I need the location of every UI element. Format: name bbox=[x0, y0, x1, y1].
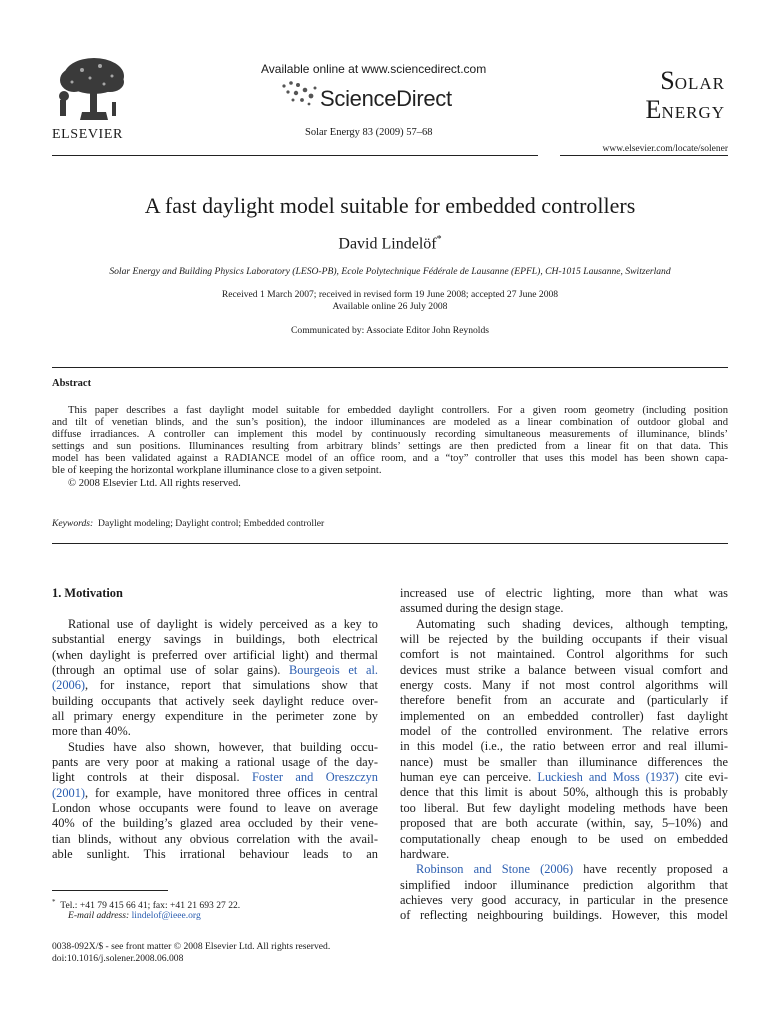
body-line: Robinson and Stone (2006) have recently proposed a bbox=[416, 862, 728, 877]
available-online-text: Available online at www.sciencedirect.com bbox=[261, 62, 487, 76]
body-line: London whose occupants were found to leave on average bbox=[52, 801, 378, 816]
author-line bbox=[0, 234, 768, 253]
journal-name-cap-1: S bbox=[660, 66, 675, 95]
citation-link-robinson[interactable]: Robinson and Stone (2006) bbox=[416, 862, 574, 877]
journal-citation: Solar Energy 83 (2009) 57–68 bbox=[305, 127, 433, 138]
section-heading: 1. Motivation bbox=[52, 586, 123, 600]
citation-link-foster[interactable]: Foster and Oreszczyn bbox=[252, 770, 378, 785]
communicated-by: Communicated by: Associate Editor John Reynolds bbox=[291, 325, 489, 336]
author-name: David Lindelöf bbox=[338, 235, 437, 253]
citation-link-foster-year[interactable]: (2001) bbox=[52, 785, 86, 800]
body-line: implemented on an embedded controller) fast daylight bbox=[400, 708, 728, 723]
journal-url[interactable]: www.elsevier.com/locate/solener bbox=[602, 144, 728, 154]
header-rule-left bbox=[52, 155, 538, 156]
journal-name-rest-1: OLAR bbox=[674, 74, 725, 93]
abstract-rule-top bbox=[52, 367, 728, 368]
citation-link-bourgeois-year[interactable]: (2006) bbox=[52, 678, 86, 693]
body-line: model of the controlled environment. The relative errors bbox=[400, 724, 728, 739]
abstract-copyright: © 2008 Elsevier Ltd. All rights reserved. bbox=[68, 477, 241, 489]
footer-issn: 0038-092X/$ - see front matter © 2008 Elsevier Ltd. All rights reserved. bbox=[52, 941, 331, 952]
body-line: human eye can perceive. Luckiesh and Moss (1937) cite evi- bbox=[400, 770, 729, 785]
body-line: increased use of electric lighting, more than what was bbox=[400, 586, 728, 600]
body-line: Rational use of daylight is widely perceived as a key to bbox=[68, 617, 378, 631]
sciencedirect-dots-icon bbox=[280, 80, 318, 106]
elsevier-tree-logo bbox=[52, 54, 128, 124]
received-dates: Received 1 March 2007; received in revised form 19 June 2008; accepted 27 June 2008 bbox=[221, 289, 559, 300]
abstract-line: model has been validated against a RADIANCE model of an office room, and a “toy” controller that uses this model has been shown capa- bbox=[52, 453, 728, 465]
journal-name-rest-2: NERGY bbox=[661, 103, 725, 122]
body-line: assumed during the design stage. bbox=[400, 601, 564, 616]
body-line: achieves very good accuracy, in particular in the presence bbox=[400, 892, 728, 907]
abstract-line: and tilt of venetian blinds, and the sun’s position), the indoor illuminances are modeled as a linear combination of outdoor global and bbox=[52, 417, 728, 429]
body-line: (when daylight is preferred over artificial light) and thermal bbox=[52, 647, 378, 662]
keywords-line bbox=[52, 518, 324, 529]
body-line: Automating such shading devices, although tempting, bbox=[416, 616, 728, 631]
citation-link-bourgeois[interactable]: Bourgeois et al. bbox=[289, 663, 378, 678]
header-rule-right bbox=[560, 155, 728, 156]
sciencedirect-wordmark: ScienceDirect bbox=[320, 86, 452, 111]
footnote-tel-text: Tel.: +41 79 415 66 41; fax: +41 21 693 27 22. bbox=[60, 900, 241, 912]
author-affiliation: Solar Energy and Building Physics Laboratory (LESO-PB), Ecole Polytechnique Fédérale de Lausanne (EPFL), CH-1015 Lausanne, Switzerland bbox=[109, 266, 671, 277]
abstract-line: This paper describes a fast daylight model suitable for embedded daylight controllers. For a given room geometry (including position bbox=[68, 405, 728, 416]
abstract-line: diffuse irradiances. A controller can implement this model by continuously recording simultaneous measurements of illuminance, blinds’ bbox=[52, 429, 728, 441]
right-column bbox=[400, 586, 728, 924]
body-line: more than 40%. bbox=[52, 724, 131, 739]
left-column bbox=[52, 617, 378, 863]
body-line: light controls at their disposal. Foster and Oreszczyn bbox=[52, 770, 378, 785]
body-line: (2006), for instance, report that simulations show that bbox=[52, 678, 378, 693]
body-line: (2001), for example, have monitored three offices in central bbox=[52, 785, 378, 800]
body-line: proposed that are both accurate (within, say, 5–10%) and bbox=[400, 816, 728, 831]
body-line: (through an optimal use of solar gains). Bourgeois et al. bbox=[52, 663, 378, 678]
citation-link-luckiesh[interactable]: Luckiesh and Moss (1937) bbox=[537, 770, 679, 785]
footer-doi[interactable]: doi:10.1016/j.solener.2008.06.008 bbox=[52, 953, 184, 964]
abstract-body bbox=[52, 405, 728, 490]
body-line: in this model (i.e., the ratio between error and real illumi- bbox=[400, 739, 728, 754]
footnote-email-link[interactable]: lindelof@ieee.org bbox=[131, 910, 201, 921]
body-line: hardware. bbox=[400, 846, 450, 861]
keywords-label: Keywords: bbox=[52, 518, 94, 529]
body-line: all primary energy expenditure in the perimeter zone by bbox=[52, 709, 378, 724]
footnote-mark: * bbox=[52, 898, 56, 906]
body-line: pants are very poor at making a rational usage of the day- bbox=[52, 755, 378, 770]
abstract-heading: Abstract bbox=[52, 378, 92, 389]
article-title: A fast daylight model suitable for embedded controllers bbox=[144, 193, 636, 218]
body-line: too liberal. But few daylight modeling methods have been bbox=[400, 800, 728, 815]
keywords-list: Daylight modeling; Daylight control; Embedded controller bbox=[98, 518, 325, 529]
body-line: computationally cheap enough to be used on embedded bbox=[400, 831, 728, 846]
body-line: substantial energy savings in buildings, both electrical bbox=[52, 632, 378, 647]
body-line: will be rejected by the building occupants if their visual bbox=[400, 632, 728, 647]
body-line: nance) must be smaller than illuminance differences the bbox=[400, 754, 728, 769]
body-line: energy costs. Many if not most control algorithms will bbox=[400, 678, 728, 693]
body-line: devices must strike a balance between visual comfort and bbox=[400, 662, 728, 677]
abstract-rule-bottom bbox=[52, 543, 728, 544]
footnote-email-label: E-mail address: bbox=[68, 910, 130, 921]
body-line: Studies have also shown, however, that building occu- bbox=[68, 739, 378, 754]
body-line: simplified indoor illuminance prediction algorithm that bbox=[400, 877, 728, 892]
footnote-rule bbox=[52, 890, 168, 891]
body-line: able sunlight. This irrational behaviour leads to an bbox=[52, 847, 378, 862]
abstract-line: ble of keeping the horizontal workplane illuminance close to a given setpoint. bbox=[52, 465, 382, 477]
body-line: tian blinds, without any obvious correlation with the avail- bbox=[52, 831, 378, 846]
author-footnote-mark[interactable]: * bbox=[436, 234, 442, 245]
body-line: dence that this limit is about 50%, although this is probably bbox=[400, 785, 728, 800]
footnote-email bbox=[68, 910, 201, 921]
available-date: Available online 26 July 2008 bbox=[332, 301, 448, 312]
body-line: therefore benefit from an accurate and (particularly if bbox=[400, 693, 728, 708]
abstract-line: settings and sun positions. Illuminances resulting from arbitrary blinds’ settings are then predicted from a linear fit on that data. This bbox=[52, 441, 728, 453]
journal-name-cap-2: E bbox=[645, 95, 662, 124]
body-line: of reflecting neighbouring buildings. However, this model bbox=[400, 908, 728, 923]
body-line: building occupants that actively seek daylight reduce over- bbox=[52, 693, 378, 708]
journal-name bbox=[613, 68, 725, 126]
body-line: 40% of the building’s glazed area occluded by their vene- bbox=[52, 816, 378, 831]
body-line: comfort is not maintained. Control algorithms for such bbox=[400, 647, 728, 662]
publisher-name: ELSEVIER bbox=[52, 127, 123, 142]
